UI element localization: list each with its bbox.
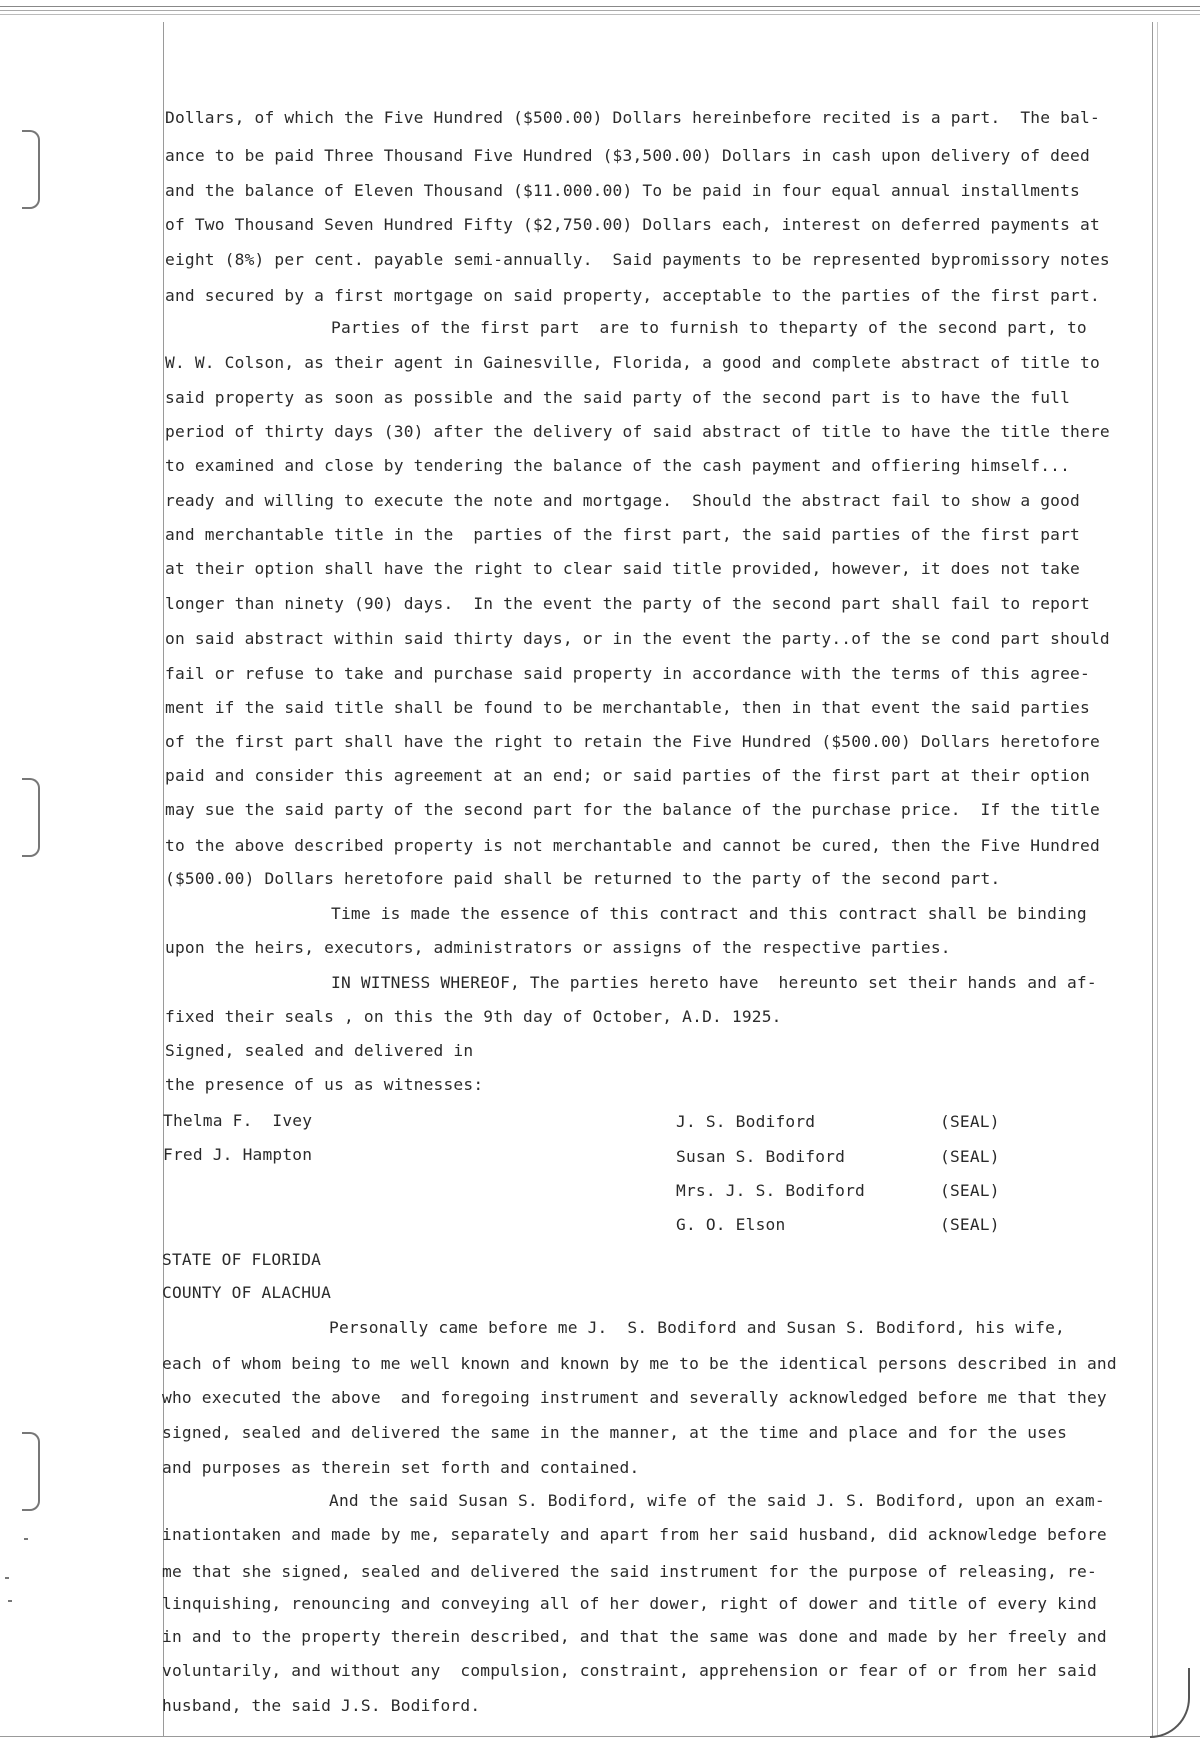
text-line: husband, the said J.S. Bodiford. — [162, 1696, 481, 1715]
scan-speck — [24, 1538, 28, 1540]
top-border-inner — [0, 14, 1200, 15]
text-line: paid and consider this agreement at an end; or said parties of the first part at their option — [165, 766, 1090, 785]
text-line: ready and willing to execute the note and mortgage. Should the abstract fail to show a good — [165, 491, 1081, 510]
page-corner-curl — [1150, 1668, 1190, 1738]
signatory-name: Susan S. Bodiford — [676, 1147, 846, 1166]
text-line: me that she signed, sealed and delivered the said instrument for the purpose of releasing, re- — [162, 1562, 1097, 1581]
text-line: Dollars, of which the Five Hundred ($500.00) Dollars hereinbefore recited is a part. The bal- — [165, 108, 1100, 127]
venue-state: STATE OF FLORIDA — [162, 1250, 322, 1269]
text-line: and the balance of Eleven Thousand ($11.000.00) To be paid in four equal annual installments — [165, 181, 1081, 200]
text-line: on said abstract within said thirty days, or in the event the party..of the se cond part should — [165, 629, 1110, 648]
signatory-name: Mrs. J. S. Bodiford — [676, 1181, 865, 1200]
text-line: voluntarily, and without any compulsion, constraint, apprehension or fear of or from her said — [162, 1661, 1097, 1680]
text-line: fail or refuse to take and purchase said property in accordance with the terms of this agree- — [165, 664, 1090, 683]
seal-mark: (SEAL) — [940, 1147, 1000, 1166]
punch-hole-top — [22, 130, 40, 209]
text-line: each of whom being to me well known and known by me to be the identical persons described in and — [162, 1354, 1117, 1373]
text-line: fixed their seals , on this the 9th day of October, A.D. 1925. — [165, 1007, 782, 1026]
punch-hole-bottom — [22, 1432, 40, 1511]
text-line: linquishing, renouncing and conveying all of her dower, right of dower and title of every kind — [162, 1594, 1097, 1613]
punch-hole-middle — [22, 778, 40, 857]
text-line: to the above described property is not merchantable and cannot be cured, then the Five Hundred — [165, 836, 1100, 855]
text-line: may sue the said party of the second part for the balance of the purchase price. If the title — [165, 800, 1100, 819]
seal-mark: (SEAL) — [940, 1181, 1000, 1200]
text-line: and purposes as therein set forth and contained. — [162, 1458, 640, 1477]
text-line: And the said Susan S. Bodiford, wife of the said J. S. Bodiford, upon an exam- — [329, 1491, 1105, 1510]
text-line: signed, sealed and delivered the same in the manner, at the time and place and for the uses — [162, 1423, 1068, 1442]
text-line: the presence of us as witnesses: — [165, 1075, 484, 1094]
text-line: W. W. Colson, as their agent in Gainesville, Florida, a good and complete abstract of title to — [165, 353, 1100, 372]
text-line: ance to be paid Three Thousand Five Hundred ($3,500.00) Dollars in cash upon delivery of deed — [165, 146, 1090, 165]
bottom-border — [0, 1736, 1200, 1737]
text-line: and secured by a first mortgage on said property, acceptable to the parties of the first part. — [165, 286, 1100, 305]
text-line: period of thirty days (30) after the delivery of said abstract of title to have the title there — [165, 422, 1110, 441]
scan-speck — [5, 1577, 9, 1579]
text-line: ment if the said title shall be found to be merchantable, then in that event the said parties — [165, 698, 1090, 717]
text-line: upon the heirs, executors, administrators or assigns of the respective parties. — [165, 938, 951, 957]
text-line: said property as soon as possible and the said party of the second part is to have the full — [165, 388, 1071, 407]
text-line: in and to the property therein described, and that the same was done and made by her freely and — [162, 1627, 1107, 1646]
text-line: Parties of the first part are to furnish to theparty of the second part, to — [331, 318, 1087, 337]
scan-speck — [8, 1600, 12, 1602]
text-line: Time is made the essence of this contract and this contract shall be binding — [331, 904, 1087, 923]
text-line: inationtaken and made by me, separately and apart from her said husband, did acknowledge before — [162, 1525, 1107, 1544]
text-line: IN WITNESS WHEREOF, The parties hereto have hereunto set their hands and af- — [331, 973, 1097, 992]
right-margin-line — [1152, 22, 1153, 1737]
text-line: Signed, sealed and delivered in — [165, 1041, 474, 1060]
signatory-name: J. S. Bodiford — [676, 1112, 816, 1131]
text-line: Personally came before me J. S. Bodiford and Susan S. Bodiford, his wife, — [329, 1318, 1065, 1337]
text-line: ($500.00) Dollars heretofore paid shall be returned to the party of the second part. — [165, 869, 1001, 888]
seal-mark: (SEAL) — [940, 1215, 1000, 1234]
text-line: of the first part shall have the right to retain the Five Hundred ($500.00) Dollars heretofore — [165, 732, 1100, 751]
left-margin-line — [163, 22, 164, 1737]
top-border — [0, 6, 1200, 11]
text-line: to examined and close by tendering the balance of the cash payment and offiering himself... — [165, 456, 1071, 475]
witness-name: Thelma F. Ivey — [163, 1111, 313, 1130]
text-line: eight (8%) per cent. payable semi-annually. Said payments to be represented bypromissory notes — [165, 250, 1110, 269]
text-line: of Two Thousand Seven Hundred Fifty ($2,750.00) Dollars each, interest on deferred payments at — [165, 215, 1100, 234]
text-line: and merchantable title in the parties of the first part, the said parties of the first part — [165, 525, 1081, 544]
text-line: longer than ninety (90) days. In the event the party of the second part shall fail to report — [165, 594, 1090, 613]
right-margin-line-inner — [1157, 22, 1158, 1737]
witness-name: Fred J. Hampton — [163, 1145, 313, 1164]
seal-mark: (SEAL) — [940, 1112, 1000, 1131]
signatory-name: G. O. Elson — [676, 1215, 786, 1234]
text-line: who executed the above and foregoing instrument and severally acknowledged before me that they — [162, 1388, 1107, 1407]
text-line: at their option shall have the right to clear said title provided, however, it does not take — [165, 559, 1081, 578]
venue-county: COUNTY OF ALACHUA — [162, 1283, 332, 1302]
